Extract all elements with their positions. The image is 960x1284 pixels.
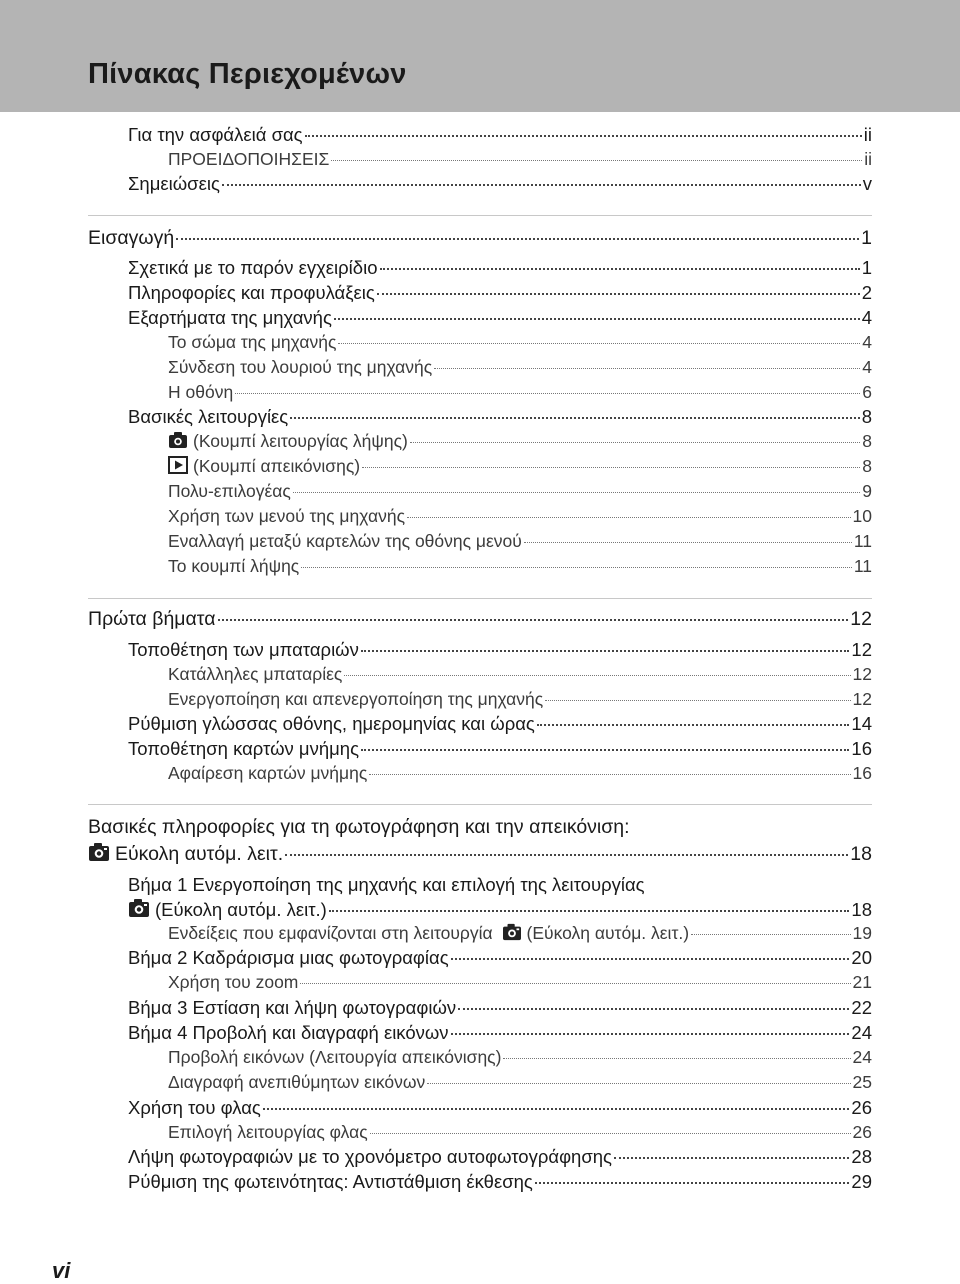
section-divider <box>88 598 872 599</box>
toc-entry-page: 18 <box>851 899 872 920</box>
header-band <box>0 0 960 112</box>
toc-entry-title: Αφαίρεση καρτών μνήμης <box>168 763 368 783</box>
toc-entry-title: Ενεργοποίηση και απενεργοποίηση της μηχανής <box>168 689 544 709</box>
toc-entry-page: 11 <box>853 531 872 551</box>
dot-leader <box>369 774 850 775</box>
toc-entry-text: Εύκολη αυτόμ. λειτ. <box>115 843 284 865</box>
section-divider <box>88 215 872 216</box>
toc-entry[interactable] <box>168 382 872 408</box>
dot-leader <box>407 517 851 518</box>
toc-entry[interactable] <box>88 842 872 868</box>
toc-entry[interactable] <box>128 1146 872 1172</box>
easy-auto-scene-icon <box>502 923 522 941</box>
toc-entry-page: 26 <box>852 1122 872 1142</box>
toc-entry[interactable] <box>128 282 872 308</box>
toc-entry-page: 11 <box>853 556 872 576</box>
toc-entry-page: 21 <box>852 972 872 992</box>
dot-leader <box>301 567 852 568</box>
toc-entry[interactable] <box>168 357 872 383</box>
dot-leader <box>524 542 852 543</box>
toc-entry-page: 18 <box>850 843 872 865</box>
dot-leader <box>380 268 860 270</box>
toc-entry-title: Διαγραφή ανεπιθύμητων εικόνων <box>168 1072 426 1092</box>
toc-entry-page: 12 <box>852 689 872 709</box>
toc-entry-text: Ενδείξεις που εμφανίζονται στη λειτουργία <box>168 923 493 943</box>
toc-entry-page: v <box>862 173 872 194</box>
toc-entry-title: Σημειώσεις <box>128 173 220 194</box>
toc-entry-page: 29 <box>851 1171 872 1192</box>
page-folio: vi <box>52 1258 71 1283</box>
dot-leader <box>344 675 850 676</box>
toc-entry-title: Για την ασφάλειά σας <box>128 124 303 145</box>
toc-entry-page: 25 <box>852 1072 872 1092</box>
toc-entry-page: 16 <box>851 738 872 759</box>
toc-entry[interactable] <box>128 257 872 283</box>
toc-entry-title: Τοποθέτηση καρτών μνήμης <box>128 738 359 759</box>
dot-leader <box>361 749 849 751</box>
dot-leader <box>434 368 860 369</box>
toc-entry[interactable] <box>128 1022 872 1048</box>
toc-entry-page: 12 <box>850 608 872 630</box>
dot-leader <box>691 934 850 935</box>
toc-entry-title: Χρήση του zoom <box>168 972 299 992</box>
dot-leader <box>218 619 849 621</box>
dot-leader <box>458 1008 849 1010</box>
toc-entry-page: 6 <box>862 382 872 402</box>
toc-entry-title: Κατάλληλες μπαταρίες <box>168 664 343 684</box>
dot-leader <box>537 724 850 726</box>
toc-entry[interactable] <box>168 556 872 582</box>
dot-leader <box>176 238 859 240</box>
toc-entry-title: Ρύθμιση της φωτεινότητας: Αντιστάθμιση έκθεσης <box>128 1171 533 1192</box>
toc-entry[interactable] <box>168 431 872 457</box>
toc-entry-title: Χρήση των μενού της μηχανής <box>168 506 406 526</box>
dot-leader <box>377 293 860 295</box>
toc-entry-title: ΠΡΟΕΙΔΟΠΟΙΗΣΕΙΣ <box>168 149 330 169</box>
toc-entry[interactable] <box>128 738 872 764</box>
toc-entry-page: 10 <box>852 506 872 526</box>
toc-entry[interactable] <box>128 1171 872 1197</box>
toc-entry[interactable] <box>168 1047 872 1073</box>
dot-leader <box>263 1108 850 1110</box>
toc-entry-text: (Κουμπί λειτουργίας λήψης) <box>193 431 408 451</box>
toc-entry-page: ii <box>864 149 872 169</box>
toc-entry-page: 16 <box>852 763 872 783</box>
dot-leader <box>362 467 860 468</box>
dot-leader <box>331 160 862 161</box>
dot-leader <box>305 135 862 137</box>
dot-leader <box>410 442 860 443</box>
toc-entry-title: Πρώτα βήματα <box>88 608 216 630</box>
toc-entry-title: Βήμα 3 Εστίαση και λήψη φωτογραφιών <box>128 997 457 1018</box>
toc-entry-title: Εξαρτήματα της μηχανής <box>128 307 332 328</box>
toc-entry-title: Πληροφορίες και προφυλάξεις <box>128 282 375 303</box>
toc-entry-title <box>168 431 408 452</box>
dot-leader <box>285 854 848 856</box>
dot-leader <box>545 700 850 701</box>
toc-entry-title: Τοποθέτηση των μπαταριών <box>128 639 359 660</box>
toc-entry[interactable] <box>128 1097 872 1123</box>
toc-entry-title: Το σώμα της μηχανής <box>168 332 337 352</box>
toc-entry[interactable] <box>128 997 872 1023</box>
toc-entry[interactable] <box>168 689 872 715</box>
toc-entry-title: Πολυ-επιλογέας <box>168 481 291 501</box>
dot-leader <box>614 1157 849 1159</box>
toc-entry-page: 8 <box>862 456 872 476</box>
toc-entry-title: Προβολή εικόνων (Λειτουργία απεικόνισης) <box>168 1047 502 1067</box>
toc-entry-page: 24 <box>852 1047 872 1067</box>
page-title: Πίνακας Περιεχομένων <box>88 58 407 90</box>
toc-entry[interactable] <box>128 406 872 432</box>
easy-auto-scene-icon <box>128 898 150 918</box>
toc-entry-title: Βασικές λειτουργίες <box>128 406 289 427</box>
toc-entry[interactable] <box>168 1072 872 1098</box>
toc-entry-page: 26 <box>851 1097 872 1118</box>
toc-entry[interactable] <box>128 307 872 333</box>
toc-entry[interactable] <box>128 947 872 973</box>
dot-leader <box>300 983 850 984</box>
dot-leader <box>503 1058 850 1059</box>
toc-entry-page: 9 <box>862 481 872 501</box>
toc-entry[interactable] <box>128 713 872 739</box>
dot-leader <box>427 1083 850 1084</box>
toc-entry-title <box>128 898 327 921</box>
dot-leader <box>451 1033 850 1035</box>
toc-entry-title: Ρύθμιση γλώσσας οθόνης, ημερομηνίας και ώρας <box>128 713 535 734</box>
toc-entry[interactable] <box>128 173 872 199</box>
dot-leader <box>293 492 860 493</box>
dot-leader <box>338 343 860 344</box>
toc-entry-page: 1 <box>861 227 872 249</box>
toc-entry-page: 28 <box>851 1146 872 1167</box>
dot-leader <box>535 1182 850 1184</box>
dot-leader <box>361 650 850 652</box>
toc-entry-page: 4 <box>862 332 872 352</box>
toc-section-heading[interactable]: Βασικές πληροφορίες για τη φωτογράφηση και την απεικόνιση: <box>88 816 630 838</box>
toc-entry-text: (Εύκολη αυτόμ. λειτ.) <box>155 899 327 920</box>
dot-leader <box>222 184 861 186</box>
toc-entry-title: Βήμα 4 Προβολή και διαγραφή εικόνων <box>128 1022 449 1043</box>
toc-entry[interactable] <box>168 149 872 175</box>
toc-entry[interactable] <box>168 332 872 358</box>
toc-entry-title: Εισαγωγή <box>88 227 175 249</box>
toc-entry-page: 19 <box>852 923 872 943</box>
toc-entry[interactable] <box>168 506 872 532</box>
toc-entry-page: 2 <box>861 282 872 303</box>
toc-entry-title: Βήμα 2 Καδράρισμα μιας φωτογραφίας <box>128 947 449 968</box>
toc-entry[interactable] <box>88 608 872 634</box>
camera-icon <box>168 431 188 449</box>
section-divider <box>88 804 872 805</box>
toc-entry-page: 14 <box>851 713 872 734</box>
toc-entry-title: Επιλογή λειτουργίας φλας <box>168 1122 368 1142</box>
playback-icon <box>168 456 188 474</box>
toc-entry-title: Χρήση του φλας <box>128 1097 261 1118</box>
toc-entry[interactable] <box>128 898 872 924</box>
toc-entry-page: 8 <box>861 406 872 427</box>
easy-auto-scene-icon <box>88 842 110 862</box>
toc-entry-title: Το κουμπί λήψης <box>168 556 300 576</box>
toc-entry[interactable] <box>168 664 872 690</box>
toc-entry-title <box>168 923 689 944</box>
toc-entry-page: 1 <box>861 257 872 278</box>
toc-entry-title: Εναλλαγή μεταξύ καρτελών της οθόνης μενού <box>168 531 522 551</box>
toc-entry-page: 12 <box>851 639 872 660</box>
toc-entry-title <box>88 842 283 866</box>
dot-leader <box>235 393 860 394</box>
toc-entry-title: Σχετικά με το παρόν εγχειρίδιο <box>128 257 378 278</box>
dot-leader <box>370 1133 851 1134</box>
toc-entry-page: ii <box>863 124 872 145</box>
toc-entry[interactable] <box>168 972 872 998</box>
toc-entry-title: Η οθόνη <box>168 382 234 402</box>
toc-entry[interactable] <box>128 124 872 150</box>
toc-entry[interactable] <box>168 531 872 557</box>
toc-entry-text: (Κουμπί απεικόνισης) <box>193 456 361 476</box>
dot-leader <box>451 958 850 960</box>
toc-entry-text: (Εύκολη αυτόμ. λειτ.) <box>526 923 690 943</box>
toc-entry-title: Λήψη φωτογραφιών με το χρονόμετρο αυτοφωτογράφησης <box>128 1146 612 1167</box>
toc-entry-page: 8 <box>862 431 872 451</box>
toc-entry[interactable] <box>168 1122 872 1148</box>
toc-entry[interactable] <box>128 639 872 665</box>
toc-entry-page: 12 <box>852 664 872 684</box>
toc-entry[interactable] <box>168 481 872 507</box>
toc-entry[interactable] <box>168 456 872 482</box>
toc-entry[interactable] <box>88 227 872 253</box>
toc-entry-page: 4 <box>861 307 872 328</box>
dot-leader <box>329 910 850 912</box>
toc-entry[interactable] <box>168 923 872 949</box>
toc-entry-title: Σύνδεση του λουριού της μηχανής <box>168 357 433 377</box>
toc-entry-page: 24 <box>851 1022 872 1043</box>
toc-entry-line[interactable]: Βήμα 1 Ενεργοποίηση της μηχανής και επιλογή της λειτουργίας <box>128 874 645 895</box>
toc-entry-page: 4 <box>862 357 872 377</box>
dot-leader <box>334 318 860 320</box>
toc-entry[interactable] <box>168 763 872 789</box>
dot-leader <box>290 417 859 419</box>
toc-entry-page: 22 <box>851 997 872 1018</box>
toc-entry-title <box>168 456 360 477</box>
toc-entry-page: 20 <box>851 947 872 968</box>
